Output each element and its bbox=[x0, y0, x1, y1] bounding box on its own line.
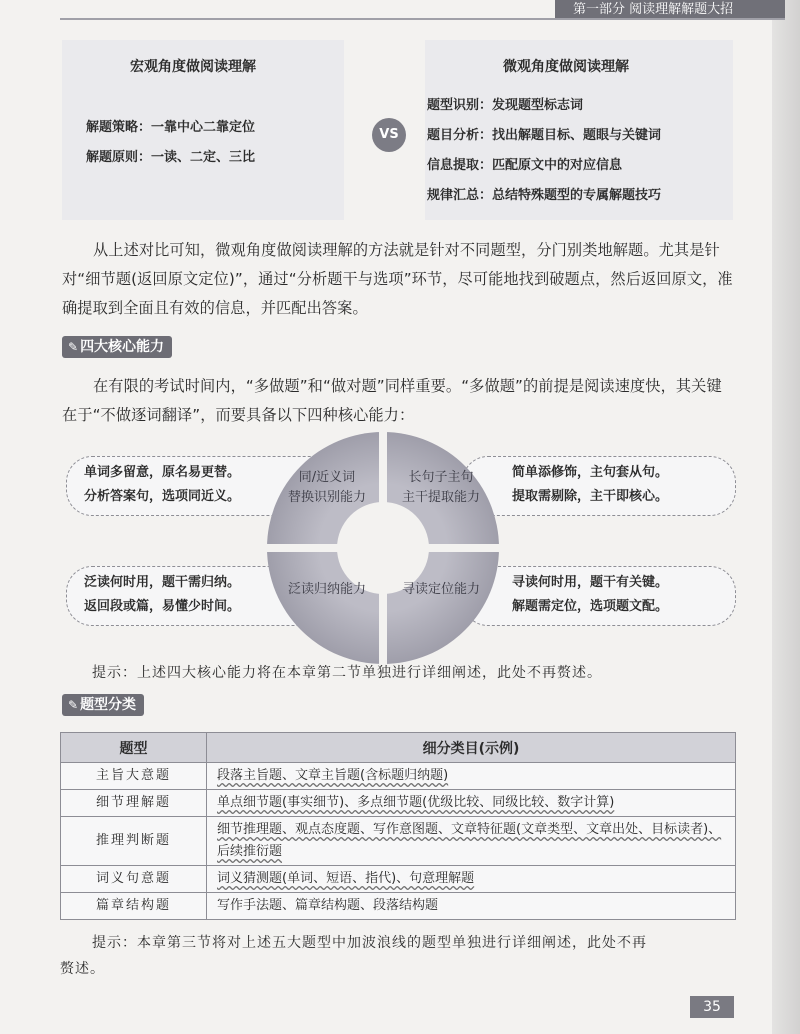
types-table bbox=[60, 732, 736, 920]
type-detail: 单点细节题(事实细节)、多点细节题(优级比较、同级比较、数字计算) bbox=[207, 790, 736, 817]
macro-row: 解题原则：一读、二定、三比 bbox=[86, 150, 256, 165]
micro-row: 信息提取：匹配原文中的对应信息 bbox=[427, 158, 623, 173]
micro-row: 题型识别：发现题型标志词 bbox=[427, 98, 584, 113]
type-detail: 细节推理题、观点态度题、写作意图题、文章特征题(文章类型、文章出处、目标读者)、后续推衍题 bbox=[207, 817, 736, 866]
quadrant-label: 长句子主句 主干提取能力 bbox=[401, 470, 480, 505]
page-edge bbox=[772, 0, 800, 1034]
intro-paragraph: 从上述对比可知，微观角度做阅读理解的方法就是针对不同题型，分门别类地解题。尤其是针对“细节题(返回原文定位)”，通过“分析题干与选项”环节，尽可能地找到破题点，然后返回原文，准确提取到全面且有效的信息，并匹配出答案。 bbox=[62, 241, 733, 317]
type-name: 篇章结构题 bbox=[61, 893, 207, 920]
micro-row: 规律汇总：总结特殊题型的专属解题技巧 bbox=[427, 188, 662, 203]
type-detail: 写作手法题、篇章结构题、段落结构题 bbox=[207, 893, 736, 920]
tip-text: 泛读何时用，题干需归纳。 返回段或篇，易懂少时间。 bbox=[84, 575, 241, 614]
core-paragraph: 在有限的考试时间内，“多做题”和“做对题”同样重要。“多做题”的前提是阅读速度快，其关键在于“不做逐词翻译”，而要具备以下四种核心能力： bbox=[62, 377, 722, 424]
micro-title: 微观角度做阅读理解 bbox=[503, 59, 629, 75]
page-number: 35 bbox=[690, 996, 734, 1018]
pencil-icon: ✎ bbox=[68, 698, 79, 712]
micro-row: 题目分析：找出解题目标、题眼与关键词 bbox=[427, 128, 662, 143]
macro-row: 解题策略：一靠中心二靠定位 bbox=[86, 120, 256, 135]
quadrant-label: 泛读归纳能力 bbox=[287, 582, 366, 597]
vs-badge: VS bbox=[372, 118, 406, 152]
core-note: 提示：上述四大核心能力将在本章第二节单独进行详细阐述，此处不再赘述。 bbox=[92, 665, 602, 681]
type-detail: 段落主旨题、文章主旨题(含标题归纳题) bbox=[207, 763, 736, 790]
header-rule bbox=[60, 18, 785, 20]
table-row bbox=[61, 763, 736, 790]
table-row bbox=[61, 893, 736, 920]
table-row bbox=[61, 817, 736, 866]
macro-title: 宏观角度做阅读理解 bbox=[130, 59, 256, 75]
pencil-icon: ✎ bbox=[68, 340, 79, 354]
table-header-row bbox=[61, 733, 736, 763]
table-header: 题型 bbox=[61, 733, 207, 763]
tip-text: 寻读何时用，题干有关键。 解题需定位，选项题文配。 bbox=[512, 575, 669, 614]
type-name: 词义句意题 bbox=[61, 866, 207, 893]
quadrant-label: 寻读定位能力 bbox=[401, 582, 480, 597]
section-header: 第一部分 阅读理解解题大招 bbox=[555, 0, 785, 20]
type-name: 主旨大意题 bbox=[61, 763, 207, 790]
section-tag-core bbox=[62, 336, 172, 358]
type-detail: 词义猜测题(单词、短语、指代)、句意理解题 bbox=[207, 866, 736, 893]
micro-panel bbox=[425, 40, 733, 220]
table-row bbox=[61, 790, 736, 817]
table-row bbox=[61, 866, 736, 893]
table-header: 细分类目(示例) bbox=[207, 733, 736, 763]
section-tag-types bbox=[62, 694, 144, 716]
types-note-line: 提示：本章第三节将对上述五大题型中加波浪线的题型单独进行详细阐述，此处不再 bbox=[92, 935, 647, 951]
section-tag-label: 四大核心能力 bbox=[80, 339, 165, 355]
macro-panel bbox=[62, 40, 344, 220]
type-name: 推理判断题 bbox=[61, 817, 207, 866]
ability-ring bbox=[262, 430, 504, 666]
type-name: 细节理解题 bbox=[61, 790, 207, 817]
tip-text: 简单添修饰，主句套从句。 提取需剔除，主干即核心。 bbox=[512, 465, 669, 504]
tip-text: 单词多留意，原名易更替。 分析答案句，选项同近义。 bbox=[84, 465, 241, 504]
types-note-line: 赘述。 bbox=[60, 961, 105, 977]
quadrant-label: 同/近义词 替换识别能力 bbox=[287, 470, 366, 505]
section-tag-label: 题型分类 bbox=[80, 697, 137, 713]
